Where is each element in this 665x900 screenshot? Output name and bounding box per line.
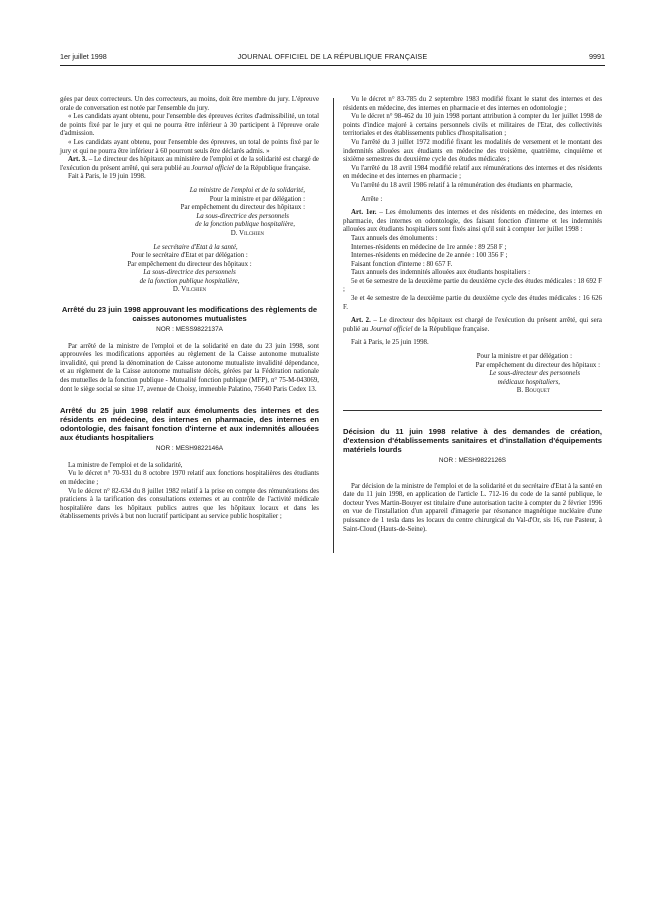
header-page-number: 9991	[589, 52, 605, 61]
article-text: – Les émoluments des internes et des résidents en médecine, des internes en pharmacie, des internes en odontologie, des faisant fonction d'interne et les indemnités allouées aux étudiants hospitaliers sont fixés ainsi qu'il suit à compter 1er juillet 1998 :	[343, 209, 602, 234]
signature-line: médicaux hospitaliers,	[497, 378, 560, 386]
signatory-name: D. Vilchien	[172, 286, 207, 294]
paragraph: gées par deux correcteurs. Un des correcteurs, au moins, doit être membre du jury. L'épreuve orale de conversation est notée par l'ensemble du jury.	[60, 96, 319, 112]
nor-reference: NOR : MESH9822146A	[155, 445, 224, 453]
paragraph: Vu le décret n° 98-462 du 10 juin 1998 portant attribution à compter du 1er juillet 1998 de points d'indice majoré à certains personnels civils et militaires de l'Etat, des collectivités territoriales et des établissements publics d'hospitalisation ;	[343, 113, 602, 138]
article-1	[343, 209, 602, 235]
signature-line: Pour la ministre et par délégation :	[209, 195, 305, 203]
signature-line: Le sous-directeur des personnels	[489, 370, 580, 378]
list-item: 5e et 6e semestre de la deuxième partie du deuxième cycle des études médicales : 18 692 F ;	[343, 277, 602, 294]
list-item: Faisant fonction d'interne : 80 657 F.	[351, 260, 453, 268]
decision-title: Décision du 11 juin 1998 relative à des demandes de création, d'extension d'établissements sanitaires et d'installation d'équipements matériels lourds	[343, 427, 602, 454]
paragraph: Vu le décret n° 83-785 du 2 septembre 1983 modifié fixant le statut des internes et des résidents en médecine, des internes en pharmacie et des internes en odontologie ;	[343, 96, 602, 112]
paragraph: « Les candidats ayant obtenu, pour l'ensemble des épreuves écrites d'admissibilité, un total de points fixé par le jury et qui ne pourra être inférieur à 30 participent à l'épreuve orale d'admission.	[60, 113, 319, 138]
paragraph: Taux annuels des indemnités allouées aux étudiants hospitaliers :	[351, 269, 531, 277]
signature-date: Fait à Paris, le 19 juin 1998.	[68, 173, 146, 181]
page-header	[60, 52, 605, 64]
header-rule	[60, 65, 605, 66]
signature-line: Pour la ministre et par délégation :	[476, 353, 572, 361]
header-date: 1er juillet 1998	[60, 52, 107, 61]
list-item: 3e et 4e semestre de la deuxième partie du deuxième cycle des études médicales : 16 626 F.	[343, 295, 602, 311]
left-column	[60, 96, 319, 522]
signature-date: Fait à Paris, le 25 juin 1998.	[351, 339, 429, 347]
article-text-end: de la République française.	[233, 164, 311, 172]
paragraph: « Les candidats ayant obtenu, pour l'ensemble des épreuves, un total de points fixé par le jury et qui ne pourra être inférieur à 60 pourront seuls être déclarés admis. »	[60, 138, 319, 155]
article-label: Art. 3.	[68, 156, 87, 164]
list-item: Internes-résidents en médecine de 2e année : 100 356 F ;	[351, 252, 508, 260]
signature-line: La sous-directrice des personnels	[196, 212, 289, 220]
journal-name: Journal officiel	[370, 325, 413, 333]
signature-line: Le secrétaire d'Etat à la santé,	[153, 243, 238, 251]
article-3	[60, 156, 319, 173]
paragraph: Vu l'arrêté du 18 avril 1986 relatif à la rémunération des étudiants en pharmacie,	[351, 181, 573, 189]
signature-block-1	[60, 187, 319, 239]
decree-title: Arrêté du 23 juin 1998 approuvant les modifications des règlements de caisses autonomes mutualistes	[61, 305, 318, 324]
article-label: Art. 1er.	[351, 209, 377, 217]
signature-line: Par empêchement du directeur des hôpitaux :	[127, 260, 252, 268]
paragraph: Vu l'arrêté du 3 juillet 1972 modifié fixant les modalités de versement et le montant des indemnités allouées aux étudiants en médecine des troisième, quatrième, cinquième et sixième semestres du deuxième cycle des études médicales ;	[343, 138, 602, 164]
article-label: Art. 2.	[351, 317, 371, 325]
decree-title: Arrêté du 25 juin 1998 relatif aux émoluments des internes et des résidents en médecine, des internes en pharmacie, des internes en odontologie, des faisant fonction d'interne et aux indemnités allouées aux étudiants hospitaliers	[60, 406, 319, 443]
paragraph: Vu le décret n° 82-634 du 8 juillet 1982 relatif à la prise en compte des rémunérations des praticiens à la tarification des consultations externes et au contrôle de l'activité médicale hospitalière dans les hôpitaux publics autres que les hôpitaux locaux et dans les établissements privés à but non lucratif participant au service public hospitalier ;	[60, 487, 319, 521]
header-title: JOURNAL OFFICIEL DE LA RÉPUBLIQUE FRANÇAISE	[237, 52, 428, 61]
article-2	[343, 317, 602, 334]
list-item: Internes-résidents en médecine de 1re année : 89 258 F ;	[351, 243, 507, 251]
article-text-end: de la République française.	[412, 325, 490, 333]
section-rule	[343, 410, 602, 411]
journal-name: Journal officiel	[191, 164, 234, 172]
signature-block-3	[343, 353, 602, 396]
signature-line: Par empêchement du directeur des hôpitaux :	[475, 361, 600, 369]
column-divider	[333, 98, 334, 553]
paragraph: Taux annuels des émoluments :	[351, 234, 438, 242]
arrete-heading: Arrête :	[361, 195, 383, 203]
signature-block-2	[60, 244, 319, 296]
article-text: – Le directeur des hôpitaux au ministère de l'emploi et de la solidarité est chargé de l'exécution du présent arrêté, qui sera publié au	[60, 156, 319, 172]
paragraph: Vu l'arrêté du 18 avril 1984 modifié relatif aux rémunérations des internes et des résidents en médecine et des internes en pharmacie ;	[343, 164, 602, 181]
signature-line: Pour le secrétaire d'Etat et par délégation :	[131, 252, 248, 260]
signature-line: Par empêchement du directeur des hôpitaux :	[180, 204, 305, 212]
signatory-name: B. Bouquet	[516, 387, 550, 395]
paragraph: Par décision de la ministre de l'emploi et de la solidarité et du secrétaire d'Etat à la santé en date du 11 juin 1998, en application de l'article L. 712-16 du code de la santé publique, le docteur Yves Martin-Bouyer est titulaire d'une autorisation tacite à compter du 2 février 1996 en vue de l'installation d'un appareil d'imagerie par résonance magnétique nucléaire d'une puissance de 1 tesla dans les locaux du centre chirurgical du Val-d'Or, sis 16, rue Pasteur, à Saint-Cloud (Hauts-de-Seine).	[343, 482, 602, 533]
paragraph: La ministre de l'emploi et de la solidarité,	[68, 461, 183, 469]
signature-line: de la fonction publique hospitalière,	[139, 277, 240, 285]
signature-line: de la fonction publique hospitalière,	[195, 221, 295, 229]
signature-line: La sous-directrice des personnels	[143, 269, 236, 277]
paragraph: Vu le décret n° 70-931 du 8 octobre 1970 relatif aux fonctions hospitalières des étudiants en médecine ;	[60, 470, 319, 486]
nor-reference: NOR : MESH9822126S	[438, 457, 507, 464]
paragraph: Par arrêté de la ministre de l'emploi et de la solidarité en date du 23 juin 1998, sont approuvées les modifications apportées au règlement de la Caisse autonome mutualiste invalidité, qui prend la dénomination de Caisse autonome mutualiste invalidité dépendance, et au règlement de la Caisse autonome mutualiste décès, gérées par la Fédération nationale des mutuelles de la fonction publique - Mutualité fonction publique (MFP), n° 75-M-043069, dont le siège social se situe 17, avenue de Choisy, immeuble Palatino, 75640 Paris Cedex 13.	[60, 342, 319, 393]
signatory-name: D. Vilchien	[230, 229, 264, 237]
article-text: – Le directeur des hôpitaux est chargé de l'exécution du présent arrêté, qui sera publié au	[343, 317, 602, 333]
nor-reference: NOR : MESS9822137A	[156, 326, 223, 334]
right-column	[343, 96, 602, 534]
signature-line: La ministre de l'emploi et de la solidarité,	[189, 186, 305, 194]
